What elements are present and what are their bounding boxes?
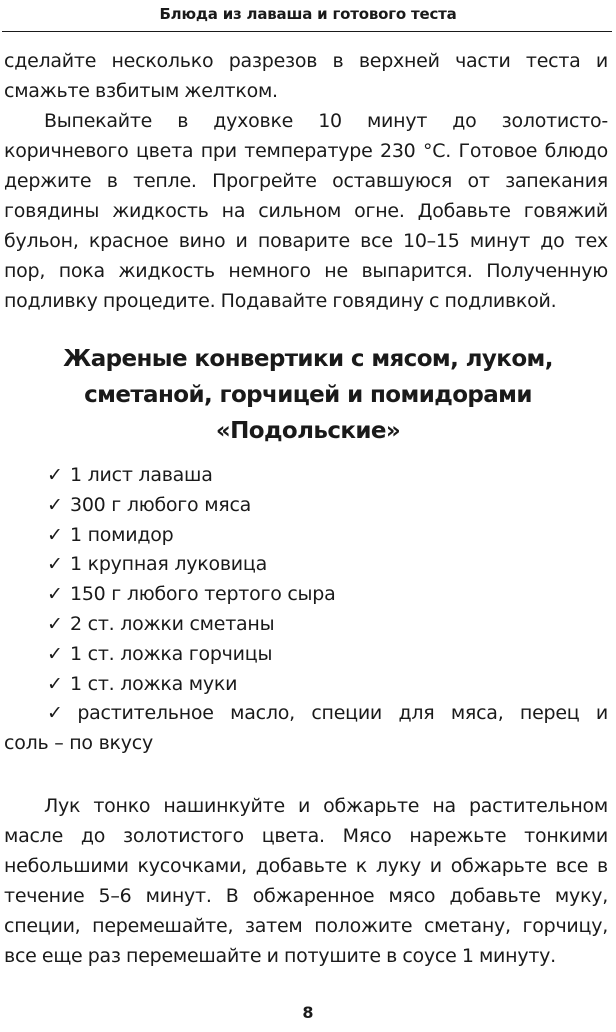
check-icon: ✓ — [47, 612, 63, 635]
ingredient-item — [4, 610, 608, 640]
check-icon: ✓ — [47, 672, 63, 695]
intro-text — [4, 46, 608, 316]
check-icon: ✓ — [47, 642, 63, 665]
check-icon: ✓ — [47, 523, 63, 546]
ingredient-text: 300 г любого мяса — [70, 493, 252, 516]
ingredient-item-seasoning — [4, 699, 608, 759]
ingredient-text: 1 крупная луковица — [70, 553, 267, 576]
ingredient-item — [4, 550, 608, 580]
ingredient-item — [4, 640, 608, 670]
check-icon: ✓ — [47, 493, 63, 516]
ingredient-text: 150 г любого тертого сыра — [70, 583, 336, 606]
ingredient-item — [4, 521, 608, 551]
ingredient-text: растительное масло, специи для мяса, перец и — [77, 702, 609, 725]
ingredient-item — [4, 491, 608, 521]
ingredient-text: 1 ст. ложка муки — [70, 672, 238, 695]
intro-paragraph-2: Выпекайте в духовке 10 минут до золотисто-коричневого цвета при температуре 230 °С. Готовое блюдо держите в тепле. Прогрейте оставшуюся от запекания говядины жидкость на сильном огне. Добавьте говяжий бульон, красное вино и поварите все 10–15 минут до тех пор, пока жидкость немного не выпарится. Полученную подливку процедите. Подавайте говядину с подливкой. — [4, 110, 608, 312]
recipe-title — [0, 341, 616, 449]
instructions-paragraph: Лук тонко нашинкуйте и обжарьте на растительном масле до золотистого цвета. Мясо нарежьте тонкими небольшими кусочками, добавьте к луку и обжарьте все в течение 5–6 минут. В обжаренное мясо добавьте муку, специи, перемешайте, затем положите сметану, горчицу, все еще раз перемешайте и потушите в соусе 1 минуту. — [4, 795, 608, 967]
check-icon: ✓ — [47, 464, 63, 486]
intro-paragraph-1: сделайте несколько разрезов в верхней части теста и смажьте взбитым желтком. — [4, 50, 608, 102]
ingredient-wrap-line-2: соль – по вкусу — [4, 732, 153, 755]
ingredient-text: 2 ст. ложки сметаны — [70, 612, 275, 635]
header-divider — [2, 31, 612, 32]
recipe-title-line-2: сметаной, горчицей и помидорами — [84, 382, 532, 408]
ingredient-text: 1 помидор — [70, 523, 174, 546]
ingredient-text: 1 лист лаваша — [70, 464, 213, 486]
check-icon: ✓ — [47, 553, 63, 576]
ingredient-item — [4, 461, 608, 491]
recipe-title-line-3: «Подольские» — [215, 418, 401, 444]
check-icon: ✓ — [47, 702, 74, 725]
page-number: 8 — [302, 1003, 314, 1022]
ingredient-text: 1 ст. ложка горчицы — [70, 642, 273, 665]
ingredient-item — [4, 670, 608, 700]
check-icon: ✓ — [47, 583, 63, 606]
recipe-title-line-1: Жареные конвертики с мясом, луком, — [63, 346, 553, 372]
ingredient-list — [4, 461, 608, 759]
ingredient-wrap-line-1 — [4, 699, 608, 729]
running-head-title: Блюда из лаваша и готового теста — [159, 5, 457, 23]
ingredient-item — [4, 580, 608, 610]
instructions-text — [4, 791, 608, 971]
